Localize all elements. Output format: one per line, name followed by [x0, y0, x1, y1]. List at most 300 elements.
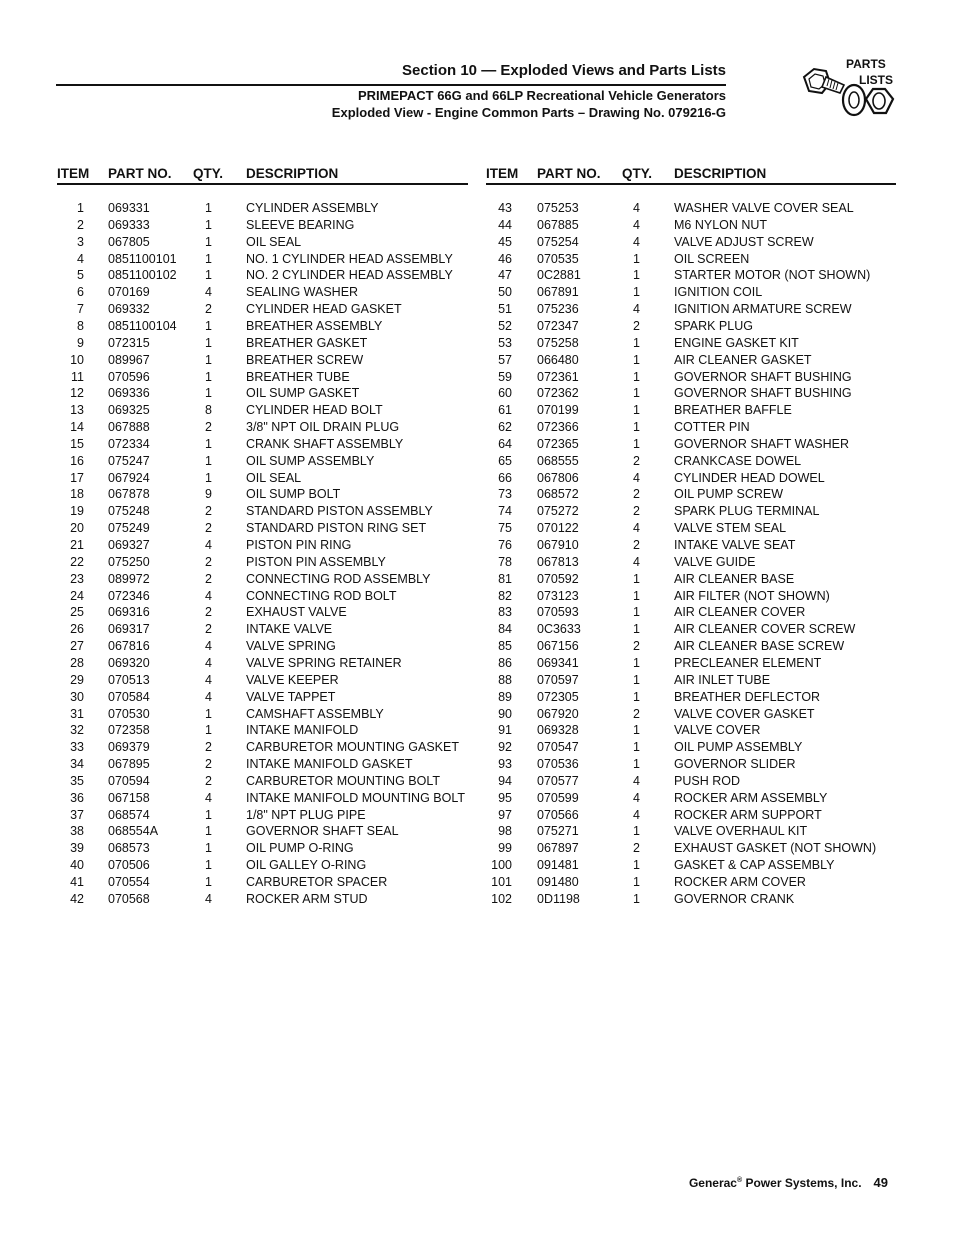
item-number: 12: [70, 386, 84, 401]
quantity: 1: [205, 386, 212, 401]
quantity: 4: [633, 234, 640, 249]
item-number: 98: [498, 824, 512, 839]
item-number: 64: [498, 436, 512, 451]
item-number: 15: [70, 436, 84, 451]
washer-icon: [843, 85, 865, 115]
part-number: 072334: [108, 436, 150, 451]
table-row: [0, 301, 954, 317]
description: VALVE KEEPER: [246, 672, 339, 687]
quantity: 1: [205, 436, 212, 451]
description: AIR CLEANER BASE: [674, 571, 795, 586]
description: AIR CLEANER COVER SCREW: [674, 622, 856, 637]
part-number: 0851100104: [108, 318, 177, 333]
right-col-item-header: ITEM: [486, 166, 519, 181]
part-number: 070554: [108, 875, 150, 889]
page-number: 49: [873, 1175, 888, 1190]
part-number: 072305: [537, 689, 579, 704]
description: EXHAUST VALVE: [246, 605, 347, 620]
quantity: 4: [205, 672, 212, 687]
quantity: 9: [205, 487, 212, 502]
part-number: 068572: [537, 487, 579, 502]
part-number: 073123: [537, 588, 579, 603]
part-number: 070594: [108, 773, 150, 788]
drawing-subtitle: Exploded View - Engine Common Parts – Drawing No. 079216-G: [331, 105, 726, 120]
item-number: 91: [498, 723, 512, 738]
quantity: 1: [205, 268, 212, 283]
part-number: 075250: [108, 554, 150, 569]
quantity: 1: [633, 369, 640, 384]
item-number: 31: [70, 706, 84, 721]
part-number: 066480: [537, 352, 579, 367]
quantity: 4: [205, 588, 212, 603]
description: EXHAUST GASKET (NOT SHOWN): [674, 841, 877, 856]
item-number: 86: [498, 655, 512, 670]
description: VALVE COVER GASKET: [674, 706, 815, 721]
part-number: 069332: [108, 302, 150, 317]
table-row: [0, 453, 954, 469]
description: CAMSHAFT ASSEMBLY: [246, 706, 384, 721]
item-number: 57: [498, 352, 512, 367]
table-row: [0, 284, 954, 300]
quantity: 1: [633, 588, 640, 603]
quantity: 1: [633, 285, 640, 300]
part-number: 0D1198: [537, 891, 580, 906]
footer-company: Generac: [688, 1176, 737, 1190]
left-header-rule: [57, 183, 468, 185]
part-number: 067813: [537, 554, 579, 569]
part-number: 072347: [537, 318, 579, 333]
item-number: 94: [498, 773, 512, 788]
quantity: 4: [205, 790, 212, 805]
item-number: 75: [498, 521, 512, 536]
description: VALVE GUIDE: [674, 554, 756, 569]
table-row: [0, 807, 954, 823]
part-number: 072365: [537, 436, 579, 451]
table-row: [0, 621, 954, 637]
quantity: 1: [633, 689, 640, 704]
part-number: 070592: [537, 571, 579, 586]
part-number: 069379: [108, 740, 150, 755]
part-number: 069331: [108, 201, 150, 215]
item-number: 59: [498, 369, 512, 384]
quantity: 1: [205, 201, 212, 215]
quantity: 4: [633, 790, 640, 805]
item-number: 81: [498, 571, 512, 586]
description: ROCKER ARM SUPPORT: [674, 807, 822, 822]
right-col-description-header: DESCRIPTION: [674, 166, 767, 181]
quantity: 1: [633, 672, 640, 687]
part-number: 070513: [108, 672, 150, 687]
quantity: 2: [205, 605, 212, 620]
item-number: 37: [70, 807, 84, 822]
part-number: 070566: [537, 807, 579, 822]
table-row: [0, 503, 954, 519]
part-number: 075253: [537, 201, 579, 215]
part-number: 091481: [537, 858, 579, 873]
table-row: [0, 419, 954, 435]
description: CARBURETOR MOUNTING GASKET: [246, 740, 459, 755]
table-row: [0, 874, 954, 890]
part-number: 069325: [108, 403, 150, 418]
quantity: 1: [633, 723, 640, 738]
quantity: 1: [205, 858, 212, 873]
description: VALVE ADJUST SCREW: [674, 234, 814, 249]
table-row: [0, 891, 954, 907]
quantity: 1: [205, 318, 212, 333]
part-number: 075236: [537, 302, 579, 317]
part-number: 067805: [108, 234, 150, 249]
quantity: 1: [633, 268, 640, 283]
quantity: 2: [633, 504, 640, 519]
part-number: 072358: [108, 723, 150, 738]
item-number: 90: [498, 706, 512, 721]
table-row: [0, 352, 954, 368]
quantity: 4: [205, 689, 212, 704]
parts-lists-logo: [800, 55, 900, 133]
description: SEALING WASHER: [246, 285, 359, 300]
part-number: 070530: [108, 706, 150, 721]
item-number: 6: [77, 285, 84, 300]
table-row: [0, 604, 954, 620]
table-row: [0, 318, 954, 334]
part-number: 0851100101: [108, 251, 177, 266]
quantity: 1: [633, 655, 640, 670]
quantity: 4: [633, 773, 640, 788]
quantity: 1: [205, 824, 212, 839]
description: OIL SCREEN: [674, 251, 750, 266]
quantity: 1: [205, 807, 212, 822]
description: CONNECTING ROD ASSEMBLY: [246, 571, 431, 586]
quantity: 2: [633, 706, 640, 721]
table-row: [0, 335, 954, 351]
quantity: 2: [633, 841, 640, 856]
item-number: 16: [70, 453, 84, 468]
quantity: 1: [205, 369, 212, 384]
description: INTAKE VALVE SEAT: [674, 538, 796, 552]
item-number: 53: [498, 335, 512, 350]
registered-mark: ®: [736, 1177, 743, 1184]
quantity: 4: [205, 655, 212, 670]
description: OIL GALLEY O-RING: [246, 858, 367, 873]
table-row: [0, 689, 954, 705]
table-row: [0, 571, 954, 587]
table-row: [0, 251, 954, 267]
item-number: 10: [70, 352, 84, 367]
quantity: 2: [205, 420, 212, 435]
quantity: 4: [633, 554, 640, 569]
quantity: 1: [633, 875, 640, 889]
description: ROCKER ARM COVER: [674, 875, 806, 889]
table-row: [0, 385, 954, 401]
table-row: [0, 840, 954, 856]
item-number: 51: [498, 302, 512, 317]
quantity: 1: [633, 386, 640, 401]
description: GASKET & CAP ASSEMBLY: [674, 858, 835, 873]
quantity: 8: [205, 403, 212, 418]
description: GOVERNOR SLIDER: [674, 757, 796, 772]
description: GOVERNOR CRANK: [674, 891, 795, 906]
right-header-rule: [486, 183, 896, 185]
item-number: 32: [70, 723, 84, 738]
description: VALVE TAPPET: [246, 689, 336, 704]
part-number: 069341: [537, 655, 579, 670]
part-number: 070596: [108, 369, 150, 384]
quantity: 1: [205, 234, 212, 249]
part-number: 067910: [537, 538, 579, 552]
table-row: [0, 790, 954, 806]
item-number: 95: [498, 790, 512, 805]
quantity: 2: [633, 538, 640, 552]
description: CYLINDER HEAD DOWEL: [674, 470, 825, 485]
item-number: 39: [70, 841, 84, 856]
item-number: 62: [498, 420, 512, 435]
item-number: 41: [70, 875, 84, 889]
table-row: [0, 267, 954, 283]
part-number: 069328: [537, 723, 579, 738]
part-number: 067878: [108, 487, 150, 502]
description: INTAKE MANIFOLD MOUNTING BOLT: [246, 790, 465, 805]
quantity: 1: [633, 622, 640, 637]
description: CYLINDER ASSEMBLY: [246, 201, 379, 215]
description: OIL SEAL: [246, 234, 302, 249]
item-number: 97: [498, 807, 512, 822]
quantity: 1: [205, 335, 212, 350]
item-number: 40: [70, 858, 84, 873]
part-number: 0C2881: [537, 268, 581, 283]
quantity: 4: [205, 285, 212, 300]
item-number: 3: [77, 234, 84, 249]
description: STANDARD PISTON ASSEMBLY: [246, 504, 433, 519]
part-number: 070593: [537, 605, 579, 620]
item-number: 36: [70, 790, 84, 805]
item-number: 22: [70, 554, 84, 569]
description: VALVE SPRING: [246, 639, 336, 654]
table-row: [0, 537, 954, 553]
part-number: 067816: [108, 639, 150, 654]
quantity: 2: [633, 453, 640, 468]
item-number: 4: [77, 251, 84, 266]
description: OIL SUMP GASKET: [246, 386, 360, 401]
description: BREATHER SCREW: [246, 352, 364, 367]
part-number: 075271: [537, 824, 579, 839]
item-number: 11: [71, 369, 84, 384]
description: PISTON PIN ASSEMBLY: [246, 554, 386, 569]
item-number: 76: [498, 538, 512, 552]
item-number: 38: [70, 824, 84, 839]
item-number: 100: [491, 858, 512, 873]
description: SPARK PLUG: [674, 318, 753, 333]
part-number: 067156: [537, 639, 579, 654]
logo-label-parts: PARTS: [846, 57, 886, 71]
item-number: 35: [70, 773, 84, 788]
quantity: 2: [205, 740, 212, 755]
table-row: [0, 520, 954, 536]
description: VALVE STEM SEAL: [674, 521, 787, 536]
quantity: 1: [633, 251, 640, 266]
quantity: 1: [205, 352, 212, 367]
document-subtitle: PRIMEPACT 66G and 66LP Recreational Vehicle Generators: [358, 88, 726, 103]
description: NO. 1 CYLINDER HEAD ASSEMBLY: [246, 251, 453, 266]
description: PISTON PIN RING: [246, 538, 352, 552]
description: CYLINDER HEAD GASKET: [246, 302, 402, 317]
description: ROCKER ARM STUD: [246, 891, 368, 906]
part-number: 070535: [537, 251, 579, 266]
item-number: 83: [498, 605, 512, 620]
right-col-qty-header: QTY.: [622, 166, 653, 181]
quantity: 1: [633, 571, 640, 586]
table-row: [0, 554, 954, 570]
quantity: 1: [205, 251, 212, 266]
header-rule: [56, 84, 726, 86]
part-number: 069327: [108, 538, 150, 552]
table-row: [0, 234, 954, 250]
description: CONNECTING ROD BOLT: [246, 588, 397, 603]
description: OIL SEAL: [246, 470, 302, 485]
table-row: [0, 217, 954, 233]
description: CRANK SHAFT ASSEMBLY: [246, 436, 404, 451]
table-row: [0, 402, 954, 418]
quantity: 1: [205, 723, 212, 738]
quantity: 4: [633, 470, 640, 485]
description: BREATHER TUBE: [246, 369, 350, 384]
quantity: 1: [633, 436, 640, 451]
description: AIR INLET TUBE: [674, 672, 771, 687]
part-number: 070547: [537, 740, 579, 755]
part-number: 070597: [537, 672, 579, 687]
right-col-partno-header: PART NO.: [537, 166, 601, 181]
item-number: 92: [498, 740, 512, 755]
description: GOVERNOR SHAFT SEAL: [246, 824, 399, 839]
item-number: 28: [70, 655, 84, 670]
quantity: 1: [633, 403, 640, 418]
description: INTAKE MANIFOLD: [246, 723, 359, 738]
table-row: [0, 857, 954, 873]
part-number: 0851100102: [108, 268, 177, 283]
logo-label-lists: LISTS: [859, 73, 894, 87]
quantity: 1: [633, 757, 640, 772]
quantity: 2: [205, 302, 212, 317]
item-number: 13: [70, 403, 84, 418]
item-number: 65: [498, 453, 512, 468]
description: BREATHER DEFLECTOR: [674, 689, 821, 704]
quantity: 1: [205, 875, 212, 889]
description: COTTER PIN: [674, 420, 750, 435]
quantity: 2: [205, 622, 212, 637]
quantity: 2: [205, 757, 212, 772]
description: CARBURETOR SPACER: [246, 875, 388, 889]
description: OIL SUMP ASSEMBLY: [246, 453, 375, 468]
part-number: 067920: [537, 706, 579, 721]
bolt-icon: [804, 69, 844, 93]
item-number: 7: [77, 302, 84, 317]
item-number: 85: [498, 639, 512, 654]
part-number: 075272: [537, 504, 579, 519]
item-number: 26: [70, 622, 84, 637]
quantity: 1: [633, 858, 640, 873]
item-number: 50: [498, 285, 512, 300]
item-number: 19: [70, 504, 84, 519]
part-number: 075258: [537, 335, 579, 350]
footer-company-suffix: Power Systems, Inc.: [742, 1176, 862, 1190]
description: SPARK PLUG TERMINAL: [674, 504, 820, 519]
part-number: 069333: [108, 217, 150, 232]
table-row: [0, 369, 954, 385]
quantity: 4: [633, 201, 640, 215]
table-row: [0, 470, 954, 486]
quantity: 1: [633, 420, 640, 435]
description: CARBURETOR MOUNTING BOLT: [246, 773, 440, 788]
part-number: 068555: [537, 453, 579, 468]
item-number: 2: [77, 217, 84, 232]
description: INTAKE MANIFOLD GASKET: [246, 757, 413, 772]
quantity: 2: [205, 504, 212, 519]
item-number: 29: [70, 672, 84, 687]
item-number: 93: [498, 757, 512, 772]
table-row: [0, 200, 954, 216]
part-number: 067924: [108, 470, 150, 485]
table-row: [0, 756, 954, 772]
table-row: [0, 655, 954, 671]
item-number: 60: [498, 386, 512, 401]
quantity: 1: [633, 605, 640, 620]
description: AIR CLEANER BASE SCREW: [674, 639, 845, 654]
description: OIL PUMP O-RING: [246, 841, 354, 856]
quantity: 2: [205, 571, 212, 586]
item-number: 73: [498, 487, 512, 502]
description: VALVE SPRING RETAINER: [246, 655, 402, 670]
item-number: 43: [498, 201, 512, 215]
description: VALVE COVER: [674, 723, 761, 738]
description: BREATHER ASSEMBLY: [246, 318, 383, 333]
quantity: 1: [205, 841, 212, 856]
item-number: 18: [70, 487, 84, 502]
part-number: 069316: [108, 605, 150, 620]
item-number: 44: [498, 217, 512, 232]
item-number: 84: [498, 622, 512, 637]
description: IGNITION COIL: [674, 285, 763, 300]
part-number: 070122: [537, 521, 579, 536]
part-number: 091480: [537, 875, 579, 889]
part-number: 072361: [537, 369, 579, 384]
part-number: 067888: [108, 420, 150, 435]
description: ROCKER ARM ASSEMBLY: [674, 790, 828, 805]
part-number: 068573: [108, 841, 150, 856]
quantity: 1: [633, 891, 640, 906]
part-number: 067897: [537, 841, 579, 856]
description: GOVERNOR SHAFT BUSHING: [674, 386, 852, 401]
item-number: 52: [498, 318, 512, 333]
part-number: 070577: [537, 773, 579, 788]
quantity: 2: [205, 521, 212, 536]
item-number: 89: [498, 689, 512, 704]
part-number: 075249: [108, 521, 150, 536]
part-number: 0C3633: [537, 622, 581, 637]
table-row: [0, 722, 954, 738]
item-number: 24: [70, 588, 84, 603]
page-footer: [689, 1175, 888, 1190]
description: 1/8" NPT PLUG PIPE: [246, 807, 366, 822]
description: PUSH ROD: [674, 773, 740, 788]
description: STARTER MOTOR (NOT SHOWN): [674, 268, 871, 283]
description: OIL PUMP SCREW: [674, 487, 784, 502]
table-row: [0, 773, 954, 789]
description: AIR CLEANER GASKET: [674, 352, 812, 367]
description: IGNITION ARMATURE SCREW: [674, 302, 852, 317]
quantity: 4: [633, 302, 640, 317]
table-row: [0, 672, 954, 688]
quantity: 2: [205, 773, 212, 788]
quantity: 4: [633, 521, 640, 536]
